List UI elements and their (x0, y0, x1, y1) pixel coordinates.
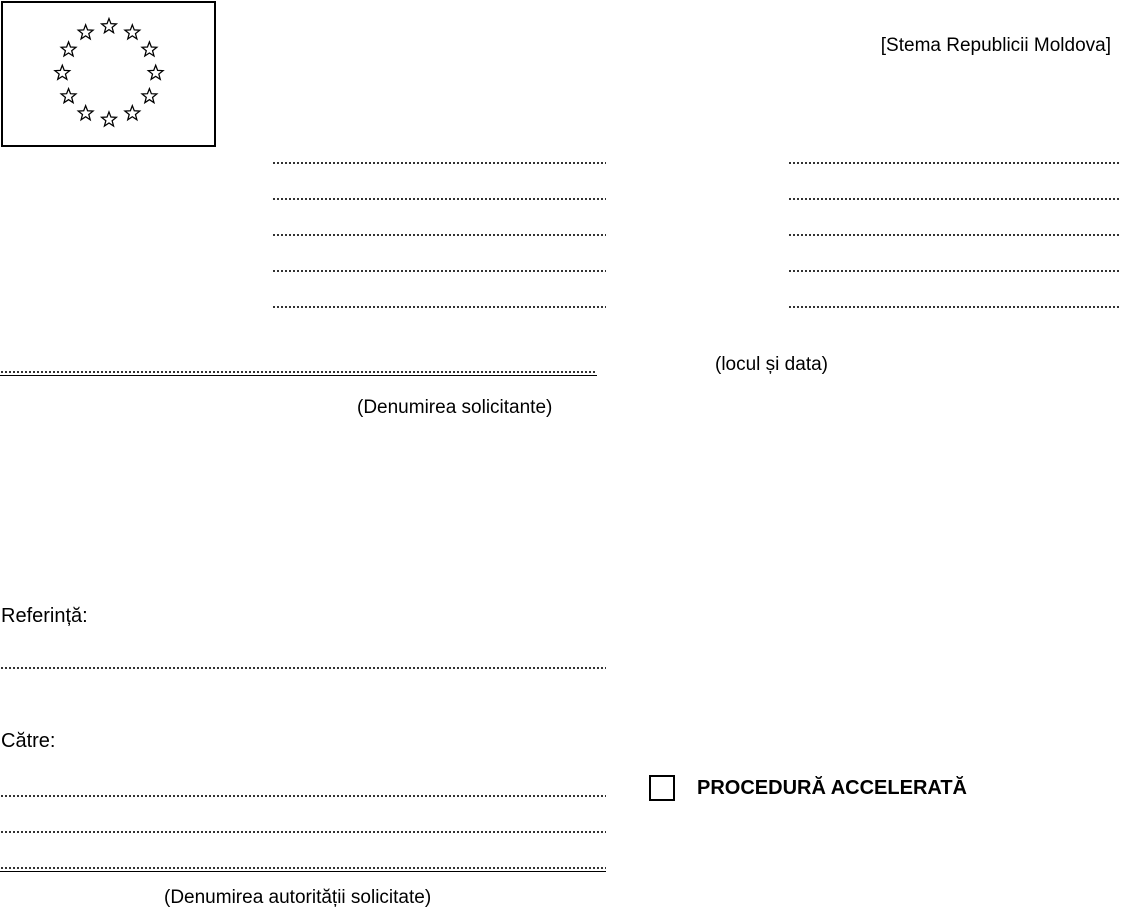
star-icon (61, 42, 76, 56)
star-icon (61, 89, 76, 103)
address-line-right-1[interactable] (788, 161, 1121, 165)
address-line-right-4[interactable] (788, 269, 1121, 273)
emblem-placeholder: [Stema Republicii Moldova] (880, 35, 1111, 56)
to-label: Către: (1, 730, 56, 752)
address-line-right-3[interactable] (788, 233, 1121, 237)
star-icon (125, 25, 140, 39)
requesting-authority-field[interactable] (0, 370, 597, 374)
address-line-right-5[interactable] (788, 305, 1121, 309)
address-line-left-1[interactable] (272, 161, 606, 165)
address-line-left-5[interactable] (272, 305, 606, 309)
reference-label: Referință: (1, 605, 88, 627)
address-line-left-2[interactable] (272, 197, 606, 201)
requesting-authority-label: (Denumirea solicitante) (357, 397, 553, 418)
requesting-authority-underline (0, 375, 597, 376)
star-icon (55, 65, 70, 79)
star-icon (102, 112, 117, 126)
accelerated-procedure-checkbox[interactable] (649, 775, 675, 801)
address-line-left-3[interactable] (272, 233, 606, 237)
requested-authority-line-1[interactable] (0, 794, 606, 798)
star-icon (142, 42, 157, 56)
star-icon (125, 106, 140, 120)
eu-flag-icon (1, 1, 216, 147)
star-icon (78, 106, 93, 120)
star-icon (78, 25, 93, 39)
place-date-label: (locul și data) (715, 354, 828, 375)
requested-authority-label: (Denumirea autorității solicitate) (164, 887, 432, 908)
requested-authority-line-2[interactable] (0, 830, 606, 834)
eu-stars-circle (3, 3, 214, 145)
address-line-right-2[interactable] (788, 197, 1121, 201)
accelerated-procedure-label: PROCEDURĂ ACCELERATĂ (697, 777, 967, 799)
requested-authority-underline (0, 871, 606, 872)
reference-field[interactable] (0, 666, 606, 670)
star-icon (102, 19, 117, 33)
address-line-left-4[interactable] (272, 269, 606, 273)
star-icon (148, 65, 163, 79)
requested-authority-line-3[interactable] (0, 866, 606, 870)
star-icon (142, 89, 157, 103)
